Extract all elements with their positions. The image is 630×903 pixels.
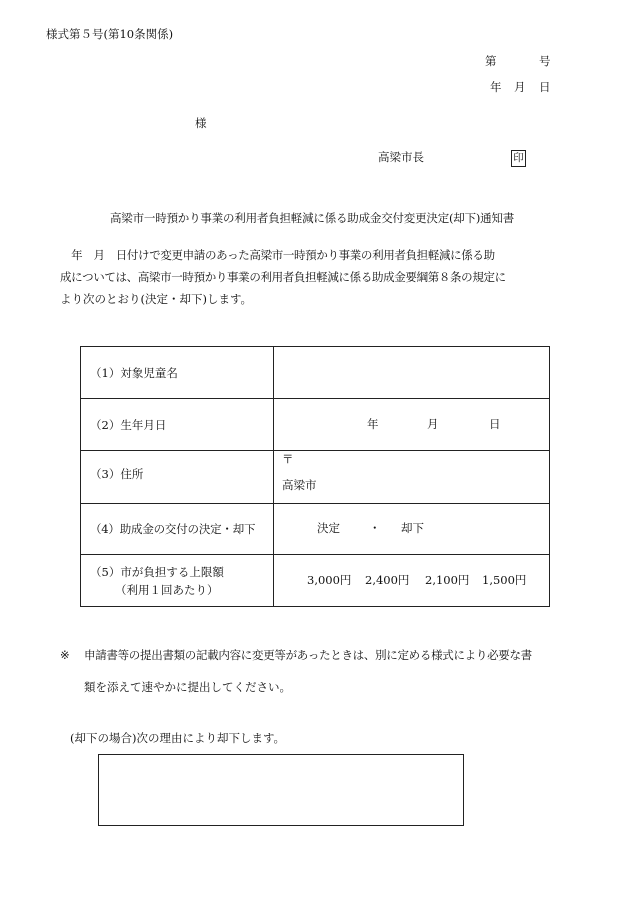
decision-separator: ・ (369, 521, 381, 535)
note-line-2: 類を添えて速やかに提出してください。 (84, 680, 291, 694)
birthdate-label: （2）生年月日 (81, 399, 274, 451)
table-row-birthdate (81, 399, 550, 451)
limit-label-line-2: （利用１回あたり） (115, 582, 219, 597)
limit-amounts (274, 555, 550, 607)
birthdate-field[interactable] (274, 399, 550, 451)
issuer-title: 高梁市長 (378, 150, 424, 164)
doc-number-prefix: 第 (485, 54, 497, 68)
table-row-limit (81, 555, 550, 607)
birth-year-label: 年 (367, 416, 379, 431)
decision-label: （4）助成金の交付の決定・却下 (81, 504, 274, 555)
seal-stamp: 印 (511, 150, 526, 167)
table-row-address (81, 451, 550, 504)
info-table (80, 346, 550, 607)
amount-4: 1,500円 (482, 572, 527, 587)
addressee-honorific: 様 (195, 116, 207, 130)
amount-1: 3,000円 (307, 572, 352, 587)
body-line-2: 成については、高梁市一時預かり事業の利用者負担軽減に係る助成金要綱第８条の規定に (60, 270, 506, 284)
rejection-reason-box[interactable] (98, 754, 464, 826)
doc-number-suffix: 号 (539, 54, 551, 68)
table-row-child-name (81, 347, 550, 399)
birth-month-label: 月 (427, 416, 439, 431)
body-line-1: 年 月 日付けで変更申請のあった高梁市一時預かり事業の利用者負担軽減に係る助 (60, 248, 495, 262)
limit-label (81, 555, 274, 607)
child-name-field[interactable] (274, 347, 550, 399)
child-name-label: （1）対象児童名 (81, 347, 274, 399)
postal-mark: 〒 (282, 452, 294, 466)
limit-label-line-1: （5）市が負担する上限額 (90, 564, 224, 579)
note-mark: ※ (60, 648, 70, 662)
note-line-1: 申請書等の提出書類の記載内容に変更等があったときは、別に定める様式により必要な書 (84, 648, 532, 662)
decision-approve[interactable]: 決定 (317, 521, 340, 535)
body-paragraph (60, 244, 552, 310)
amount-2: 2,400円 (365, 572, 410, 587)
body-line-3: より次のとおり(決定・却下)します。 (60, 292, 253, 306)
table-row-decision (81, 504, 550, 555)
issue-date-day: 日 (539, 80, 551, 94)
birth-day-label: 日 (489, 416, 501, 431)
address-field[interactable] (274, 451, 550, 504)
document-title: 高梁市一時預かり事業の利用者負担軽減に係る助成金交付変更決定(却下)通知書 (110, 211, 515, 225)
amount-3: 2,100円 (425, 572, 470, 587)
address-label: （3）住所 (81, 451, 274, 504)
decision-field (274, 504, 550, 555)
issue-date-month: 月 (514, 80, 526, 94)
form-number: 様式第５号(第10条関係) (46, 27, 174, 41)
issue-date-year: 年 (490, 80, 502, 94)
rejection-label: (却下の場合)次の理由により却下します。 (70, 731, 286, 745)
city-name: 高梁市 (282, 478, 317, 492)
decision-reject[interactable]: 却下 (401, 521, 424, 535)
